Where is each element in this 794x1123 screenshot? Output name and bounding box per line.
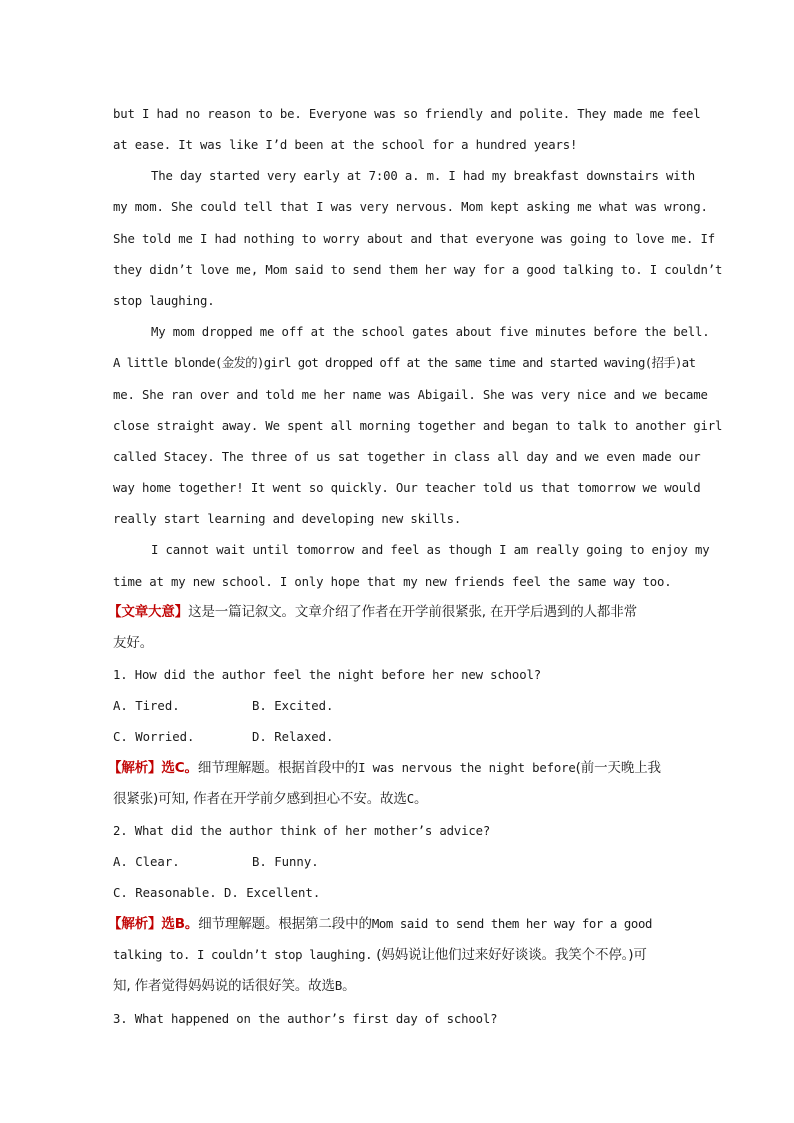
option-b: B. Excited.	[252, 699, 334, 713]
passage-line: time at my new school. I only hope that my new friends feel the same way too.	[113, 575, 672, 589]
quote-text: I was nervous the night before	[358, 761, 576, 775]
text-span: 细节理解题。根据首段中的	[197, 760, 359, 776]
passage-line: they didn’t love me, Mom said to send them her way for a good talking to. I couldn’t	[113, 263, 723, 277]
explanation-line	[113, 791, 680, 807]
passage-line: me. She ran over and told me her name was Abigail. She was very nice and we became	[113, 388, 708, 402]
text-span: A little blonde(	[113, 356, 222, 370]
explanation-line	[108, 916, 675, 932]
quote-text: talking to. I couldn’t stop laughing.	[113, 948, 373, 962]
passage-line: My mom dropped me off at the school gates about five minutes before the bell.	[151, 325, 710, 339]
summary-line: 友好。	[113, 635, 154, 651]
question-stem: 2. What did the author think of her mother’s advice?	[113, 824, 491, 838]
gloss-text: 金发的	[221, 356, 257, 370]
passage-line: called Stacey. The three of us sat together in class all day and we even made our	[113, 450, 701, 464]
gloss-text: 招手	[651, 356, 675, 370]
explanation-tag: 【解析】选B。	[108, 916, 199, 932]
option-c: C. Reasonable.	[113, 886, 217, 900]
option-c: C. Worried.	[113, 730, 195, 744]
question-stem: 3. What happened on the author’s first day of school?	[113, 1012, 498, 1026]
text-span: (妈妈说让他们过来好好谈谈。我笑个不停。)可	[372, 947, 647, 963]
text-span: 。	[342, 978, 356, 994]
explanation-line	[113, 978, 680, 994]
text-span: 知, 作者觉得妈妈说的话很好笑。故选	[113, 978, 335, 994]
answer-letter: C	[406, 792, 415, 806]
summary-tag: 【文章大意】	[108, 604, 189, 620]
text-span: 细节理解题。根据第二段中的	[198, 916, 372, 932]
explanation-tag: 【解析】选C。	[108, 760, 198, 776]
text-span: (前一天晚上我	[575, 760, 661, 776]
summary-line	[108, 604, 675, 620]
passage-line: way home together! It went so quickly. Our teacher told us that tomorrow we would	[113, 481, 701, 495]
passage-line: my mom. She could tell that I was very nervous. Mom kept asking me what was wrong.	[113, 200, 708, 214]
passage-line: at ease. It was like I’d been at the school for a hundred years!	[113, 138, 578, 152]
passage-line: stop laughing.	[113, 294, 215, 308]
summary-text: 这是一篇记叙文。文章介绍了作者在开学前很紧张, 在开学后遇到的人都非常	[188, 604, 637, 620]
text-span: 。	[414, 791, 428, 807]
text-span: 很紧张)可知, 作者在开学前夕感到担心不安。故选	[113, 791, 407, 807]
passage-line	[113, 355, 696, 371]
passage-line: She told me I had nothing to worry about and that everyone was going to love me. If	[113, 232, 716, 246]
explanation-line	[113, 947, 680, 963]
passage-line: I cannot wait until tomorrow and feel as though I am really going to enjoy my	[151, 543, 710, 557]
passage-line: really start learning and developing new skills.	[113, 512, 462, 526]
explanation-line	[108, 760, 675, 776]
answer-letter: B	[334, 979, 343, 993]
passage-line: close straight away. We spent all morning together and began to talk to another girl	[113, 419, 723, 433]
option-b: B. Funny.	[252, 855, 319, 869]
passage-line: The day started very early at 7:00 a. m. I had my breakfast downstairs with	[151, 169, 696, 183]
quote-text: Mom said to send them her way for a good	[371, 917, 652, 931]
question-stem: 1. How did the author feel the night before her new school?	[113, 668, 541, 682]
option-a: A. Clear.	[113, 855, 180, 869]
text-span: )girl got dropped off at the same time and started waving(	[256, 356, 652, 370]
option-d: D. Excellent.	[224, 886, 321, 900]
text-span: )at	[674, 356, 696, 370]
option-d: D. Relaxed.	[252, 730, 334, 744]
option-a: A. Tired.	[113, 699, 180, 713]
passage-line: but I had no reason to be. Everyone was so friendly and polite. They made me feel	[113, 107, 701, 121]
